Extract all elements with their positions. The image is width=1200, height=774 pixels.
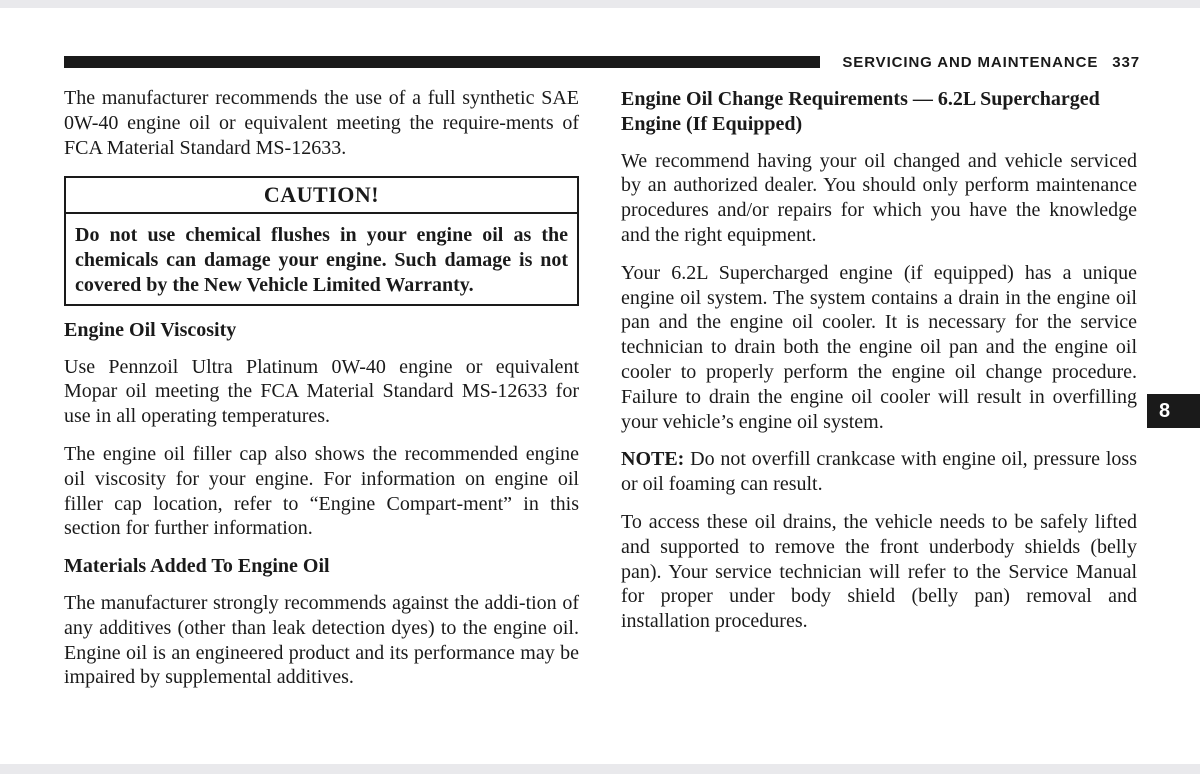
oil-change-paragraph-3: To access these oil drains, the vehicle needs to be safely lifted and supported to remove the front underbody shields (belly pan). Your service technician will refer to the Service Manual for proper under body shield (belly pan) removal and installation procedures. bbox=[621, 510, 1137, 633]
section-title: SERVICING AND MAINTENANCE bbox=[842, 54, 1099, 71]
note-label: NOTE: bbox=[621, 448, 685, 471]
oil-change-paragraph-1: We recommend having your oil changed and vehicle serviced by an authorized dealer. You should only perform maintenance procedures and/or repairs for which you have the knowledge and the right equipment. bbox=[621, 149, 1137, 246]
intro-paragraph: The manufacturer recommends the use of a full synthetic SAE 0W-40 engine oil or equivalent meeting the require-ments of FCA Material Standard MS-12633. bbox=[64, 87, 579, 159]
header-rule bbox=[64, 56, 820, 68]
page-header bbox=[64, 54, 1140, 72]
left-column bbox=[64, 86, 579, 703]
page-number: 337 bbox=[1112, 54, 1140, 71]
note-paragraph bbox=[621, 447, 1137, 497]
oil-change-paragraph-2: Your 6.2L Supercharged engine (if equipped) has a unique engine oil system. The system contains a drain in the engine oil pan and the engine oil cooler. It is necessary for the service technician to drain both the engine oil pan and the engine oil cooler to properly perform the engine oil change procedure. Failure to drain the engine oil cooler will result in overfilling your vehicle’s engine oil system. bbox=[621, 261, 1137, 433]
caution-text: Do not use chemical flushes in your engine oil as the chemicals can damage your engine. Such damage is not covered by the New Vehicle Limited Warranty. bbox=[75, 224, 568, 296]
right-column bbox=[621, 87, 1137, 647]
note-text: Do not overfill crankcase with engine oil, pressure loss or oil foaming can result. bbox=[621, 448, 1137, 496]
caution-title: CAUTION! bbox=[66, 178, 577, 214]
caution-box bbox=[64, 176, 579, 305]
header-text bbox=[842, 54, 1140, 72]
manual-page bbox=[0, 8, 1200, 764]
viscosity-paragraph-1: Use Pennzoil Ultra Platinum 0W-40 engine or equivalent Mopar oil meeting the FCA Material Standard MS-12633 for use in all operating temperatures. bbox=[64, 355, 579, 428]
materials-paragraph: The manufacturer strongly recommends against the addi-tion of any additives (other than leak detection dyes) to the engine oil. Engine oil is an engineered product and its performance may be impaired by supplemental additives. bbox=[64, 591, 579, 689]
viscosity-paragraph-2: The engine oil filler cap also shows the recommended engine oil viscosity for your engine. For information on engine oil filler cap location, refer to “Engine Compart-ment” in this section for further information. bbox=[64, 442, 579, 540]
chapter-tab: 8 bbox=[1147, 394, 1200, 428]
viscosity-heading: Engine Oil Viscosity bbox=[64, 318, 237, 341]
oil-change-heading: Engine Oil Change Requirements — 6.2L Supercharged Engine (If Equipped) bbox=[621, 88, 1100, 135]
materials-heading: Materials Added To Engine Oil bbox=[64, 555, 330, 578]
